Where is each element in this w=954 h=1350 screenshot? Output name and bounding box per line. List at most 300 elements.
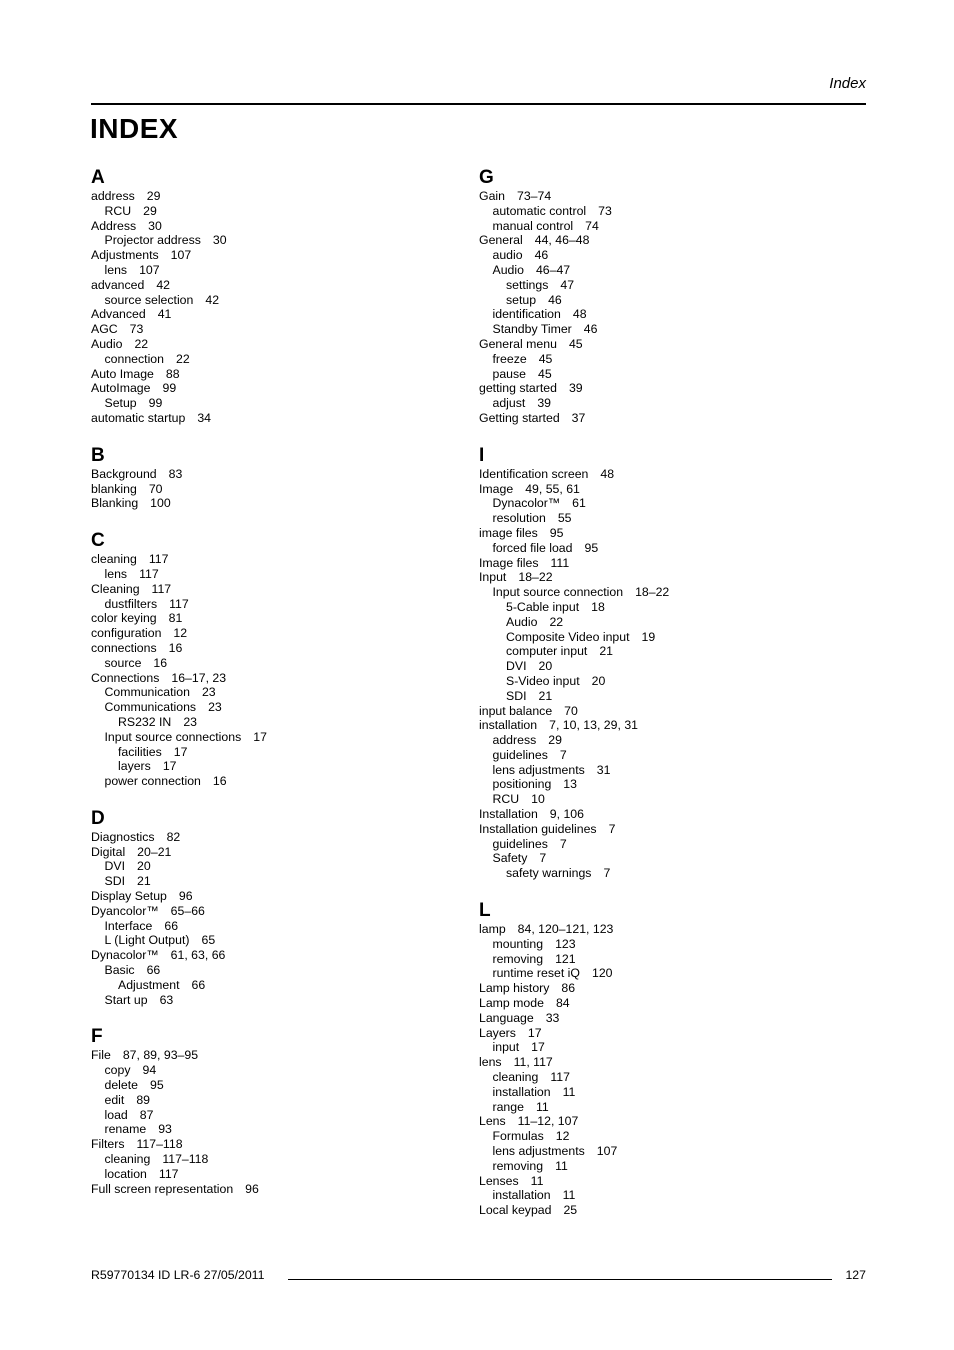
index-entry [479,322,859,337]
index-term: Dynacolor™ [492,496,561,511]
index-term: range [492,1099,524,1114]
index-entry [479,777,859,792]
index-term: freeze [492,351,527,366]
index-term: cleaning [91,552,137,567]
index-term: lens [104,566,128,581]
index-pages: 55 [557,511,572,526]
index-pages: 84, 120–121, 123 [517,922,614,937]
index-pages: 44, 46–48 [534,233,590,248]
index-entry [91,1093,471,1108]
index-entry [91,641,471,656]
index-entry [91,204,471,219]
index-term: Dyancolor™ [91,903,159,918]
index-pages: 48 [600,466,615,481]
index-pages: 120 [591,966,613,981]
index-entry [91,671,471,686]
index-entry [479,367,859,382]
index-entry [479,866,859,881]
index-pages: 42 [205,292,220,307]
index-term: adjust [492,396,526,411]
index-pages: 23 [201,685,216,700]
index-entry [479,922,859,937]
index-pages: 95 [549,525,564,540]
index-term: installation [492,1188,551,1203]
index-pages: 20 [538,659,553,674]
index-entry [479,748,859,763]
index-entry [91,611,471,626]
index-entry [479,219,859,234]
index-term: source [104,655,142,670]
index-pages: 65–66 [170,903,205,918]
index-entry [479,1040,859,1055]
index-column-left [91,167,471,1215]
index-pages: 29 [143,203,157,218]
index-pages: 86 [561,981,576,996]
index-term: lamp [479,922,506,937]
index-pages: 18 [591,599,605,614]
index-entry [479,556,859,571]
index-term: image files [479,525,538,540]
index-entry [479,807,859,822]
index-section-l [479,900,859,1218]
index-section-f [91,1026,471,1196]
index-pages: 17 [531,1040,545,1055]
index-entry [91,759,471,774]
index-pages: 87, 89, 93–95 [122,1048,199,1063]
index-entry [479,337,859,352]
index-section-g [479,167,859,426]
index-pages: 16 [168,640,183,655]
index-entry [479,396,859,411]
index-term: removing [492,1158,544,1173]
index-entry [91,715,471,730]
index-term: layers [118,759,151,774]
index-entry [479,1203,859,1218]
index-term: connections [91,640,157,655]
index-entry [91,745,471,760]
index-pages: 46 [534,248,549,263]
index-pages: 16 [212,774,227,789]
index-entry [91,1182,471,1197]
index-entry [479,278,859,293]
index-term: address [91,189,135,203]
index-section-a [91,167,471,426]
index-pages: 21 [137,874,151,889]
index-pages: 82 [166,829,181,844]
index-pages: 96 [178,889,193,904]
index-term: Audio [492,262,524,277]
index-entry [479,1114,859,1129]
index-pages: 19 [641,629,656,644]
index-pages: 10 [531,792,545,807]
index-entry [91,552,471,567]
index-term: Auto Image [91,366,154,381]
index-term: Identification screen [479,466,589,481]
index-entry [91,582,471,597]
index-pages: 96 [245,1181,259,1196]
index-entry [91,1167,471,1182]
index-entry [479,1085,859,1100]
index-entry [479,792,859,807]
index-entry [91,189,471,204]
index-pages: 94 [142,1063,157,1078]
index-term: Lenses [479,1173,519,1188]
index-entry [479,981,859,996]
index-term: configuration [91,626,162,641]
index-term: connection [104,351,164,366]
index-term: edit [104,1092,125,1107]
index-entry [479,526,859,541]
index-pages: 17 [527,1025,542,1040]
index-term: Communications [104,700,197,715]
index-pages: 9, 106 [549,807,584,822]
index-term: Dynacolor™ [91,948,159,963]
index-pages: 117 [139,566,159,581]
index-term: 5-Cable input [506,599,580,614]
index-pages: 37 [571,410,586,425]
index-entry [479,263,859,278]
index-term: General [479,233,523,248]
index-pages: 93 [158,1122,172,1137]
index-pages: 16 [153,655,168,670]
index-term: Basic [104,963,135,978]
index-entry [91,859,471,874]
index-term: positioning [492,777,552,792]
index-pages: 21 [599,644,614,659]
index-entry [479,1100,859,1115]
index-pages: 107 [139,262,160,277]
index-entry [479,966,859,981]
section-letter: F [91,1026,103,1048]
index-section-b [91,445,471,511]
index-pages: 17 [253,729,267,744]
footer-doc-ref: R59770134 ID LR-6 27/05/2011 [91,1268,265,1282]
section-letter: I [479,444,485,466]
index-term: guidelines [492,836,548,851]
index-term: Input [479,570,507,585]
index-entry [479,996,859,1011]
index-pages: 73–74 [516,189,552,203]
index-entry [91,597,471,612]
index-entry [91,396,471,411]
index-pages: 49, 55, 61 [525,481,580,496]
index-entry [91,1078,471,1093]
index-entry [91,278,471,293]
index-term: Cleaning [91,581,140,596]
index-entry [479,1159,859,1174]
index-entry [479,1174,859,1189]
index-pages: 42 [156,277,171,292]
index-pages: 63 [159,992,174,1007]
index-pages: 12 [173,626,188,641]
index-entry [91,411,471,426]
index-term: SDI [104,874,125,889]
index-pages: 22 [549,614,564,629]
index-entry [91,248,471,263]
index-term: Lens [479,1114,506,1129]
index-pages: 73 [129,322,144,337]
index-pages: 17 [173,744,188,759]
index-term: Lamp history [479,981,550,996]
index-entry [479,541,859,556]
index-term: lens adjustments [492,762,585,777]
index-entry [91,904,471,919]
index-term: Filters [91,1137,125,1152]
index-pages: 30 [212,233,227,248]
index-entry [479,482,859,497]
section-letter: A [91,167,105,188]
index-term: File [91,1048,111,1063]
index-entry [91,626,471,641]
index-entry [91,963,471,978]
index-pages: 11–12, 107 [517,1114,579,1129]
index-term: pause [492,366,527,381]
index-pages: 39 [568,381,583,396]
index-pages: 23 [183,714,198,729]
index-term: Adjustments [91,248,159,263]
footer-page-number: 127 [845,1268,866,1282]
index-pages: 20–21 [137,844,172,859]
index-entry [91,919,471,934]
index-term: removing [492,951,544,966]
index-pages: 11 [562,1188,576,1203]
index-term: lens [104,262,128,277]
index-term: load [104,1107,128,1122]
index-pages: 88 [165,366,180,381]
index-term: Composite Video input [506,629,630,644]
index-entry [479,851,859,866]
index-entry [91,1108,471,1123]
index-pages: 29 [146,189,161,203]
index-term: color keying [91,611,157,626]
index-entry [479,952,859,967]
index-term: lens adjustments [492,1144,585,1159]
index-term: Local keypad [479,1203,552,1218]
index-entry [479,600,859,615]
index-term: setup [506,292,537,307]
index-pages: 30 [148,218,162,233]
index-term: Audio [91,336,123,351]
index-entry [479,1055,859,1070]
index-entry [91,1063,471,1078]
index-term: Digital [91,844,126,859]
index-term: Start up [104,992,148,1007]
index-pages: 117 [158,1166,179,1181]
index-term: Display Setup [91,889,167,904]
index-entry [479,585,859,600]
index-term: Setup [104,396,137,411]
index-pages: 20 [137,859,151,874]
index-pages: 117 [148,552,169,567]
index-entry [91,322,471,337]
index-pages: 121 [555,951,576,966]
index-entry [479,1129,859,1144]
index-term: RCU [492,792,520,807]
index-term: Safety [492,851,528,866]
index-entry [91,467,471,482]
index-pages: 107 [596,1144,618,1159]
index-term: mounting [492,936,544,951]
index-pages: 117 [169,596,189,611]
index-term: blanking [91,481,137,496]
index-entry [91,496,471,511]
index-entry [91,993,471,1008]
index-term: Input source connection [492,585,624,600]
index-pages: 13 [563,777,577,792]
index-pages: 22 [134,336,149,351]
index-term: Getting started [479,410,560,425]
section-letter: G [479,167,494,188]
index-pages: 89 [136,1092,151,1107]
index-entry [479,718,859,733]
index-term: advanced [91,277,145,292]
running-header: Index [829,75,866,92]
index-term: resolution [492,511,546,526]
index-pages: 29 [548,733,562,748]
index-section-c [91,530,471,789]
index-term: lens [479,1055,502,1070]
index-term: forced file load [492,540,573,555]
index-term: input [492,1040,520,1055]
index-pages: 61 [572,496,586,511]
index-term: guidelines [492,747,548,762]
index-entry [479,511,859,526]
index-pages: 65 [201,933,216,948]
index-term: delete [104,1078,139,1093]
index-pages: 70 [148,481,163,496]
index-entry [479,674,859,689]
index-entry [479,630,859,645]
index-entry [91,874,471,889]
index-entry [479,763,859,778]
index-entry [91,219,471,234]
index-term: identification [492,307,561,322]
index-entry [479,937,859,952]
index-term: Connections [91,670,160,685]
index-term: cleaning [104,1152,151,1167]
index-pages: 7 [559,836,567,851]
index-entry [479,293,859,308]
index-pages: 11 [562,1084,576,1099]
index-term: Advanced [91,307,146,322]
index-pages: 31 [596,762,611,777]
index-pages: 18–22 [518,570,553,585]
index-pages: 20 [591,673,606,688]
index-pages: 16–17, 23 [171,670,227,685]
index-term: rename [104,1122,147,1137]
header-rule [91,103,866,105]
index-term: cleaning [492,1070,539,1085]
index-term: installation [479,718,538,733]
index-pages: 81 [168,611,183,626]
index-term: automatic startup [91,410,186,425]
index-entry [479,204,859,219]
index-term: Language [479,1010,534,1025]
index-pages: 41 [157,307,172,322]
index-pages: 117–118 [136,1137,183,1152]
index-pages: 95 [584,540,599,555]
index-entry [91,1152,471,1167]
index-column-right [479,167,859,1237]
index-entry [479,248,859,263]
index-term: DVI [506,659,527,674]
index-pages: 46 [548,292,562,307]
index-entry [91,367,471,382]
index-term: RS232 IN [118,714,172,729]
index-term: power connection [104,774,201,789]
index-term: S-Video input [506,673,580,688]
index-entry [91,293,471,308]
index-pages: 100 [150,496,171,511]
index-entry [91,730,471,745]
index-pages: 117–118 [162,1152,209,1167]
index-entry [479,837,859,852]
index-entry [91,948,471,963]
index-entry [479,1026,859,1041]
index-entry [91,381,471,396]
index-pages: 117 [550,1070,570,1085]
index-term: AGC [91,322,118,337]
index-term: Installation guidelines [479,821,597,836]
index-term: Communication [104,685,190,700]
index-entry [479,570,859,585]
index-term: DVI [104,859,125,874]
index-entry [91,685,471,700]
index-term: automatic control [492,203,587,218]
index-term: dustfilters [104,596,158,611]
index-term: location [104,1166,147,1181]
index-pages: 21 [538,688,553,703]
index-term: runtime reset iQ [492,966,580,981]
index-pages: 48 [572,307,587,322]
index-term: RCU [104,203,132,218]
index-entry [479,733,859,748]
index-entry [479,1070,859,1085]
index-pages: 66 [191,977,206,992]
index-section-d [91,808,471,1008]
index-pages: 11, 117 [513,1055,553,1070]
index-entry [479,411,859,426]
index-entry [479,644,859,659]
index-pages: 23 [208,700,222,715]
index-entry [479,704,859,719]
page-title: INDEX [90,113,179,144]
section-letter: L [479,900,491,922]
index-term: source selection [104,292,194,307]
section-letter: B [91,444,105,466]
index-term: General menu [479,336,557,351]
index-term: Image [479,481,514,496]
index-term: Lamp mode [479,996,544,1011]
index-entry [479,659,859,674]
index-pages: 11 [535,1099,549,1114]
index-pages: 46 [583,322,598,337]
index-pages: 25 [563,1203,578,1218]
index-term: L (Light Output) [104,933,190,948]
index-term: Layers [479,1025,516,1040]
index-entry [479,467,859,482]
index-term: Installation [479,807,538,822]
index-term: getting started [479,381,557,396]
index-pages: 33 [545,1010,560,1025]
footer-rule [288,1279,832,1280]
index-term: Full screen representation [91,1181,234,1196]
index-term: AutoImage [91,381,151,396]
index-term: SDI [506,688,527,703]
index-pages: 11 [555,1158,568,1173]
section-letter: D [91,807,105,829]
index-pages: 7 [608,821,616,836]
